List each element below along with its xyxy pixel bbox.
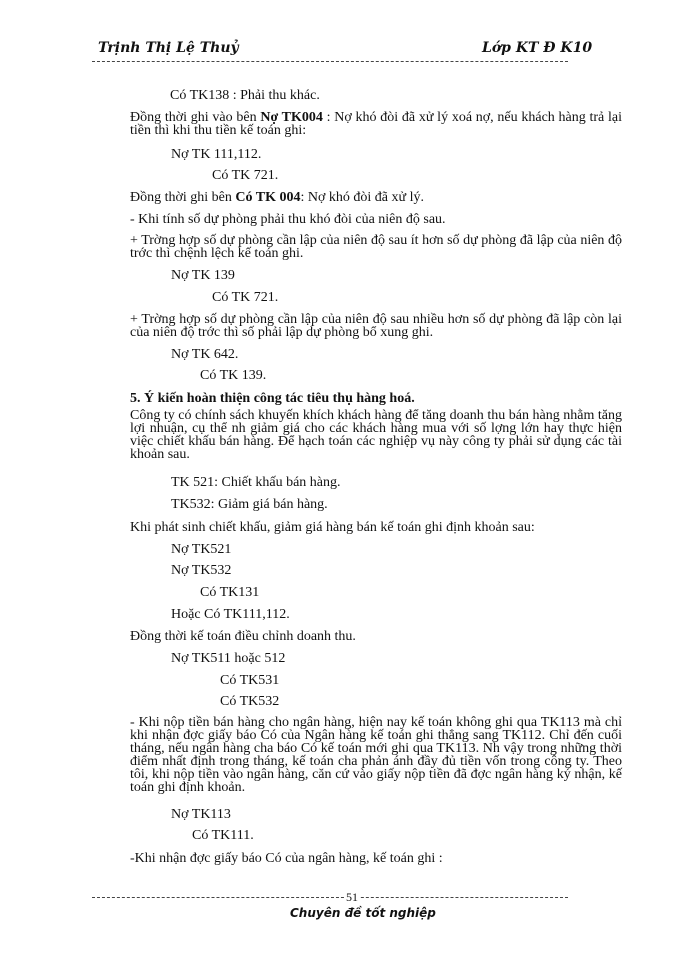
text-line: Có TK111. bbox=[192, 828, 254, 843]
text-line: Có TK532 bbox=[220, 694, 280, 709]
text-run: Đồng thời ghi bên bbox=[130, 190, 236, 205]
text-line: TK532: Giảm giá bán hàng. bbox=[171, 497, 328, 512]
page-number: 51 bbox=[346, 890, 358, 904]
paragraph: + Trờng hợp số dự phòng cần lập của niên độ sau ít hơn số dự phòng đã lập của niên độ trớc thì chệnh lệch kế toán ghi. bbox=[130, 233, 622, 261]
text-run: Đồng thời ghi vào bên bbox=[130, 110, 261, 125]
text-line: Nợ TK 139 bbox=[171, 268, 235, 283]
paragraph: + Trờng hợp số dự phòng cần lập của niên độ sau nhiều hơn số dự phòng đã lập còn lại của niên độ trớc thì số phải lập dự phòng bổ xung ghi. bbox=[130, 312, 622, 340]
text-line: Có TK 139. bbox=[200, 368, 267, 383]
text-line: Có TK531 bbox=[220, 673, 280, 688]
text-line: Có TK 721. bbox=[212, 168, 279, 183]
paragraph: Công ty có chính sách khuyến khích khách hàng để tăng doanh thu bán hàng nhằm tăng lợi nhuận, cụ thể nh giảm giá cho các khách hàng mua với số lợng lớn hay thực hiện việc chiết khấu bán hàng. Để hạch toán các nghiệp vụ này công ty phải sử dụng các tài khoản sau. bbox=[130, 408, 622, 462]
text-line: Khi phát sinh chiết khấu, giảm giá hàng bán kế toán ghi định khoản sau: bbox=[130, 520, 535, 535]
text-line bbox=[130, 190, 424, 206]
text-line: Đồng thời kế toán điều chỉnh doanh thu. bbox=[130, 629, 356, 644]
paragraph bbox=[130, 111, 622, 137]
section-heading: 5. Ý kiến hoàn thiện công tác tiêu thụ hàng hoá. bbox=[130, 391, 415, 406]
text-line: Nợ TK113 bbox=[171, 807, 231, 822]
text-run: : Nợ khó đòi đã xử lý. bbox=[300, 190, 424, 205]
text-line: Có TK138 : Phải thu khác. bbox=[170, 88, 320, 103]
text-line: Nợ TK 111,112. bbox=[171, 147, 262, 162]
header-class: Lớp KT Đ K10 bbox=[482, 40, 593, 56]
text-line: - Khi tính số dự phòng phải thu khó đòi của niên độ sau. bbox=[130, 212, 446, 227]
text-line: Có TK131 bbox=[200, 585, 260, 600]
text-line: Nợ TK521 bbox=[171, 542, 232, 557]
footer-divider bbox=[92, 897, 568, 898]
text-line: -Khi nhận đợc giấy báo Có của ngân hàng, kế toán ghi : bbox=[130, 851, 443, 866]
text-line: Có TK 721. bbox=[212, 290, 279, 305]
text-line: Nợ TK532 bbox=[171, 563, 232, 578]
account-code: Nợ TK004 bbox=[260, 110, 323, 125]
paragraph: - Khi nộp tiền bán hàng cho ngân hàng, hiện nay kế toán không ghi qua TK113 mà chỉ khi nhận đợc giấy báo Có của Ngân hàng kế toán ghi thẳng sang TK112. Chỉ đến cuối tháng, nếu ngân hàng cha báo Có kế toán mới ghi qua TK113. Nh vậy trong những thời điểm nhất định trong tháng, kế toán cha phản ánh đầy đủ tiền vốn trong công ty. Theo tôi, khi nộp tiền vào ngân hàng, căn cứ vào giấy nộp tiền đã đợc ngân hàng ký nhận, kế toán ghi định khoản. bbox=[130, 715, 622, 795]
header-divider bbox=[92, 61, 568, 62]
text-line: Nợ TK 642. bbox=[171, 347, 239, 362]
header-author: Trịnh Thị Lệ Thuỷ bbox=[98, 40, 239, 56]
text-line: Nợ TK511 hoặc 512 bbox=[171, 651, 286, 666]
footer-title: Chuyên đề tốt nghiệp bbox=[290, 906, 436, 920]
text-line: TK 521: Chiết khấu bán hàng. bbox=[171, 475, 341, 490]
account-code: Có TK 004 bbox=[235, 190, 301, 205]
text-line: Hoặc Có TK111,112. bbox=[171, 607, 290, 622]
text-run: : Nợ khó đòi đã xử lý xoá nợ, nếu khách hàng trả lại tiền thì khi thu tiền kế toán ghi: bbox=[130, 110, 622, 138]
